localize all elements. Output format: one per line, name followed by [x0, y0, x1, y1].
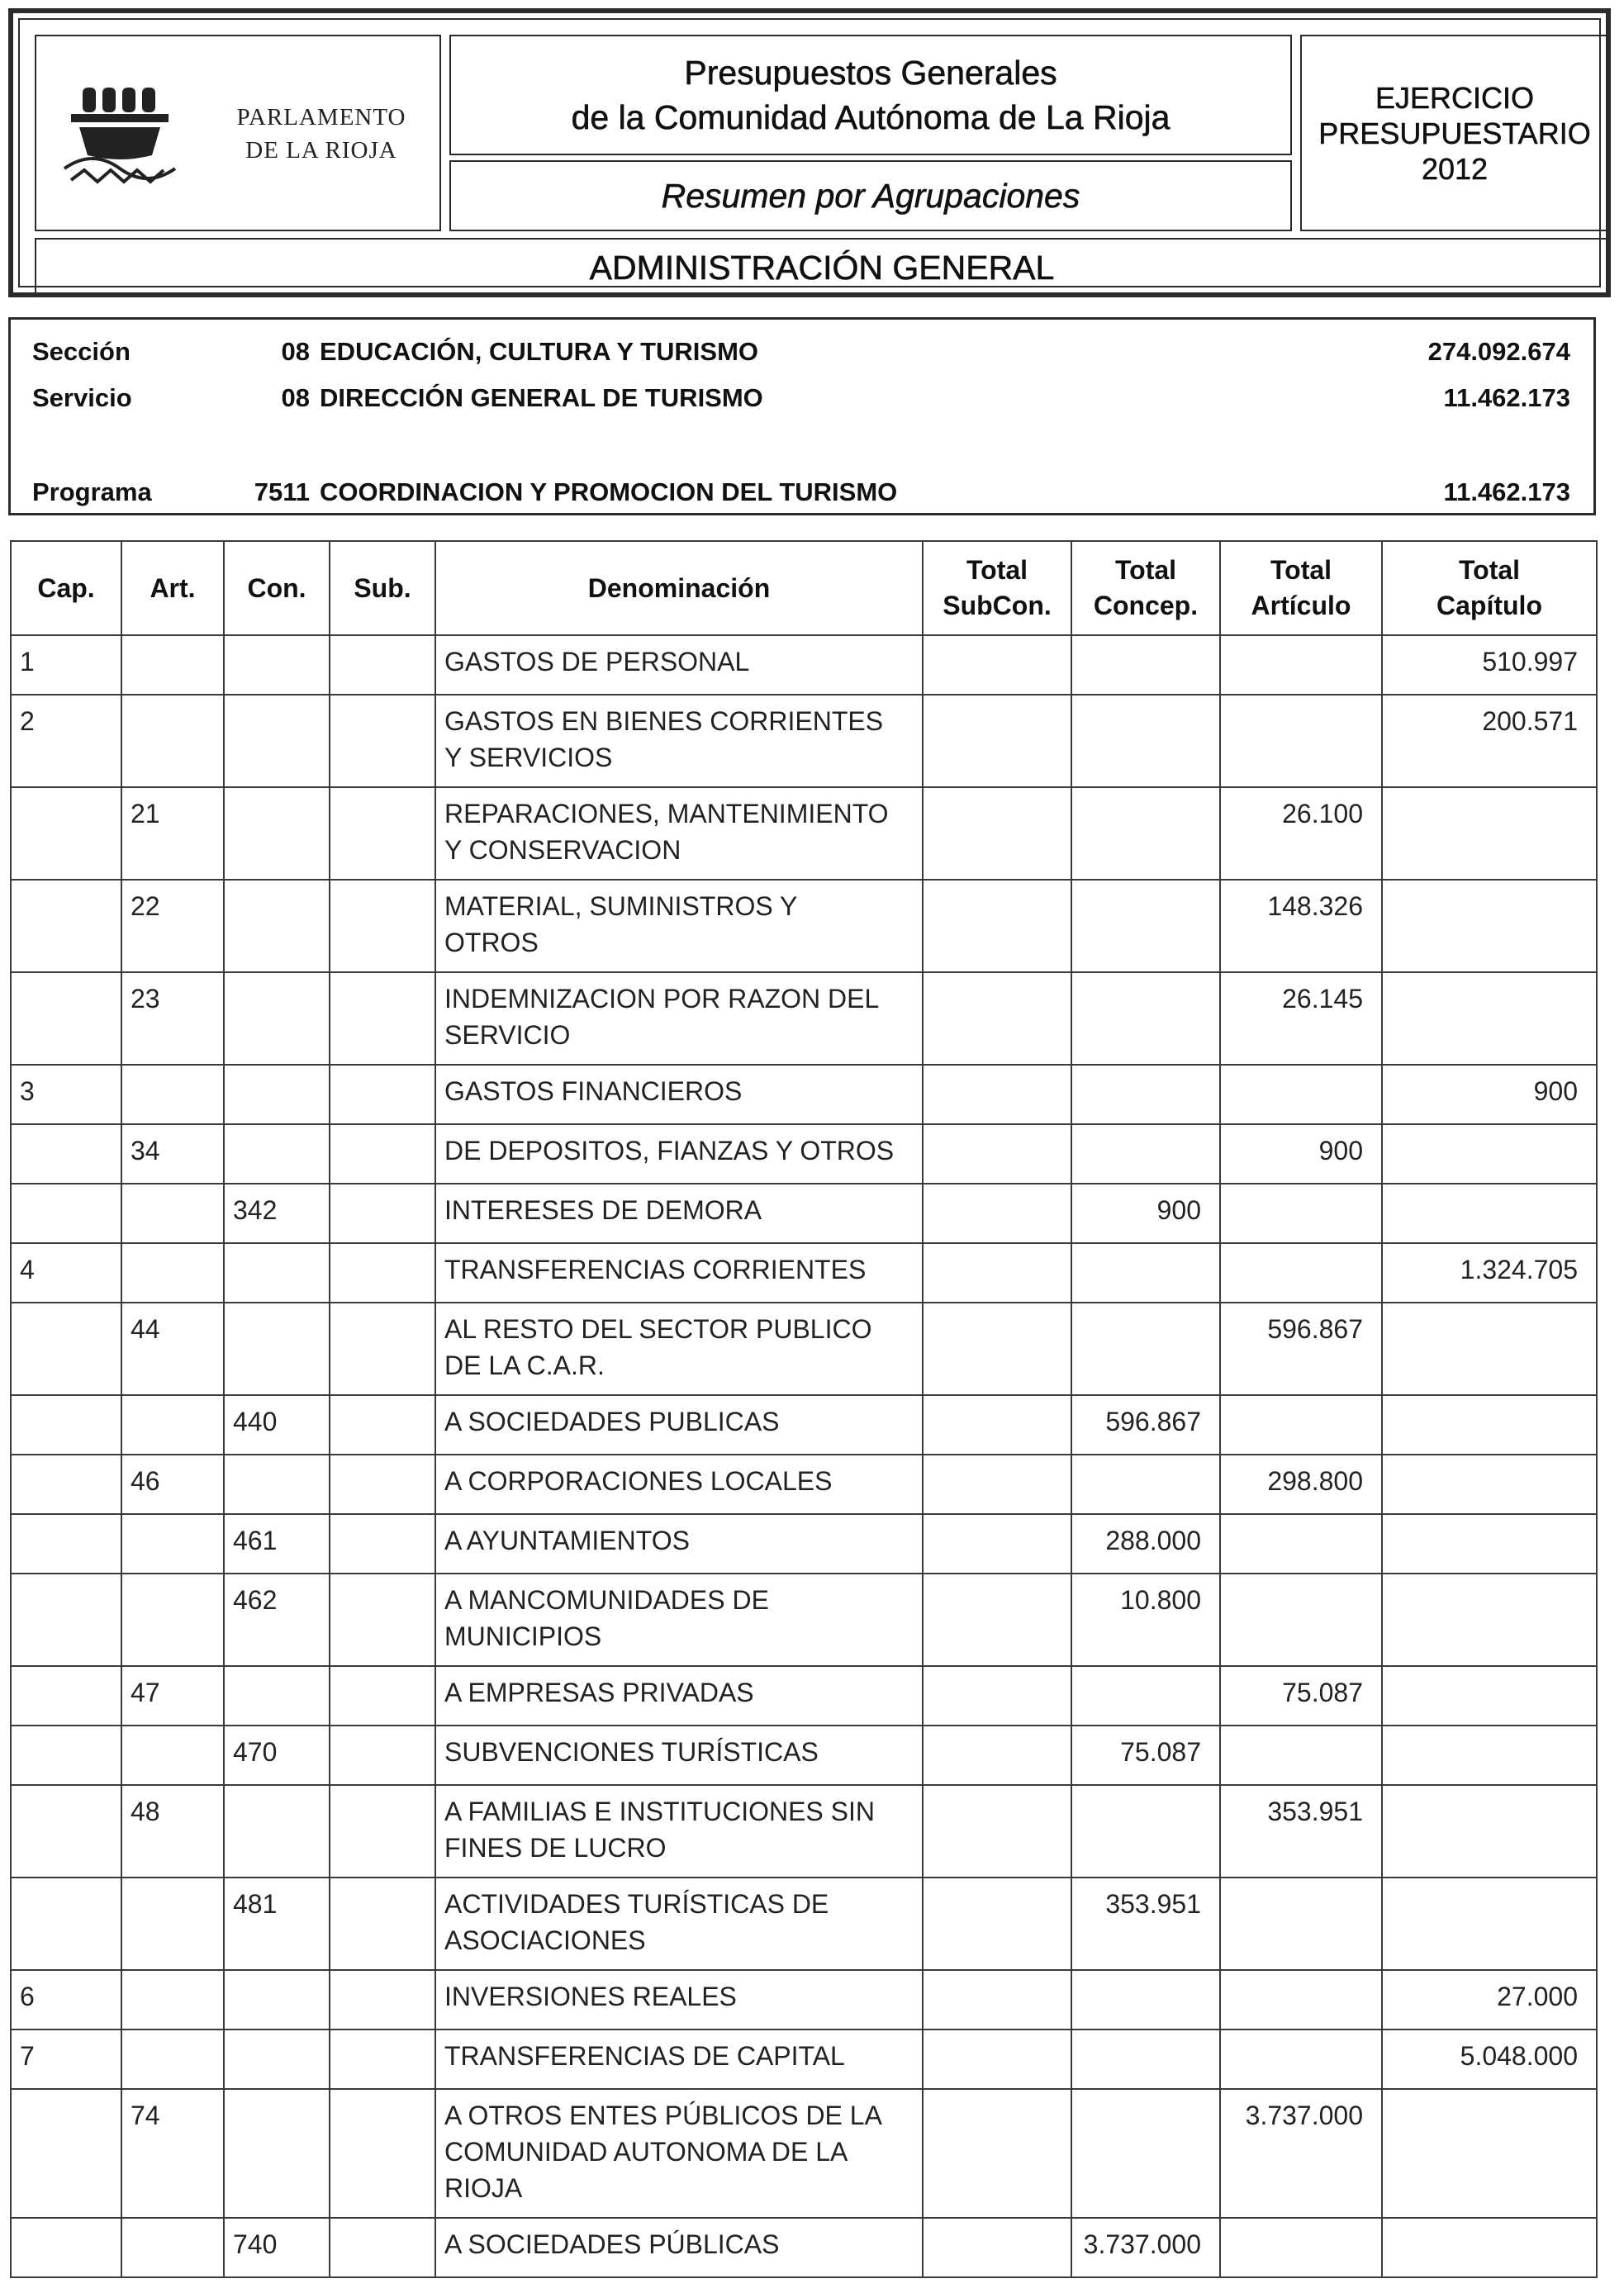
cell-total-articulo [1220, 1243, 1382, 1303]
cell-total-articulo: 148.326 [1220, 880, 1382, 972]
cell-total-concep [1071, 1065, 1220, 1124]
section-info-box [8, 317, 1596, 515]
table-row [11, 880, 1597, 972]
cell-total-subcon [923, 1184, 1071, 1243]
servicio-code: 08 [281, 383, 310, 412]
subtitle-panel [449, 160, 1292, 231]
cell-total-subcon [923, 1124, 1071, 1184]
cell-total-capitulo [1382, 972, 1597, 1065]
cell-total-articulo: 298.800 [1220, 1455, 1382, 1514]
cell-cap [11, 880, 121, 972]
denominacion-line: Y SERVICIOS [444, 743, 613, 772]
cell-con [224, 1455, 330, 1514]
table-row [11, 2218, 1597, 2277]
programa-description: COORDINACION Y PROMOCION DEL TURISMO [320, 477, 898, 506]
cell-total-capitulo: 1.324.705 [1382, 1243, 1597, 1303]
cell-total-concep: 75.087 [1071, 1726, 1220, 1785]
cell-total-concep [1071, 1243, 1220, 1303]
cell-total-capitulo [1382, 880, 1597, 972]
cell-denominacion: TRANSFERENCIAS DE CAPITAL [435, 2030, 923, 2089]
table-row [11, 1666, 1597, 1726]
cell-sub [330, 1124, 435, 1184]
cell-total-subcon [923, 1065, 1071, 1124]
table-row [11, 1455, 1597, 1514]
cell-cap [11, 1303, 121, 1395]
cell-total-concep [1071, 2030, 1220, 2089]
cell-art [121, 1574, 224, 1666]
cell-cap [11, 1726, 121, 1785]
denominacion-line: INDEMNIZACION POR RAZON DEL [444, 984, 880, 1014]
col-header-denominacion: Denominación [435, 541, 923, 635]
cell-cap: 1 [11, 635, 121, 695]
cell-total-subcon [923, 880, 1071, 972]
cell-cap [11, 2089, 121, 2218]
cell-cap: 4 [11, 1243, 121, 1303]
programa-amount: 11.462.173 [1443, 477, 1570, 506]
cell-sub [330, 1395, 435, 1455]
cell-con [224, 1970, 330, 2030]
cell-total-concep [1071, 1785, 1220, 1878]
header-line: Total [1458, 555, 1521, 585]
cell-sub [330, 1065, 435, 1124]
cell-total-concep: 353.951 [1071, 1878, 1220, 1970]
cell-total-articulo: 3.737.000 [1220, 2089, 1382, 2218]
table-row [11, 695, 1597, 787]
table-row [11, 787, 1597, 880]
cell-con [224, 1065, 330, 1124]
cell-sub [330, 2030, 435, 2089]
cell-total-articulo [1220, 1574, 1382, 1666]
cell-cap: 3 [11, 1065, 121, 1124]
programa-label: Programa [32, 477, 152, 506]
col-header-total-concep [1071, 541, 1220, 635]
cell-total-articulo [1220, 1514, 1382, 1574]
cell-total-concep: 596.867 [1071, 1395, 1220, 1455]
cell-art [121, 2030, 224, 2089]
cell-total-articulo [1220, 2030, 1382, 2089]
title-line-1: Presupuestos Generales [684, 54, 1057, 92]
cell-con: 440 [224, 1395, 330, 1455]
cell-total-articulo: 26.145 [1220, 972, 1382, 1065]
cell-total-concep [1071, 972, 1220, 1065]
cell-art [121, 1065, 224, 1124]
table-row [11, 972, 1597, 1065]
table-header-row [11, 541, 1597, 635]
administration-title: ADMINISTRACIÓN GENERAL [589, 248, 1055, 287]
cell-cap [11, 1455, 121, 1514]
cell-total-subcon [923, 2030, 1071, 2089]
cell-denominacion [435, 972, 923, 1065]
cell-total-articulo [1220, 1184, 1382, 1243]
cell-total-capitulo [1382, 1785, 1597, 1878]
cell-art: 74 [121, 2089, 224, 2218]
cell-denominacion [435, 1574, 923, 1666]
denominacion-line: ASOCIACIONES [444, 1925, 646, 1955]
cell-total-subcon [923, 1666, 1071, 1726]
cell-con [224, 1243, 330, 1303]
cell-total-capitulo [1382, 1726, 1597, 1785]
cell-sub [330, 1970, 435, 2030]
cell-art: 34 [121, 1124, 224, 1184]
cell-total-subcon [923, 1726, 1071, 1785]
cell-denominacion [435, 787, 923, 880]
cell-total-subcon [923, 1243, 1071, 1303]
cell-total-capitulo: 510.997 [1382, 635, 1597, 695]
cell-cap: 7 [11, 2030, 121, 2089]
denominacion-line: Y CONSERVACION [444, 835, 681, 865]
cell-denominacion: SUBVENCIONES TURÍSTICAS [435, 1726, 923, 1785]
denominacion-line: SERVICIO [444, 1020, 571, 1050]
cell-art [121, 635, 224, 695]
header-line: Concep. [1093, 591, 1199, 620]
cell-cap: 6 [11, 1970, 121, 2030]
denominacion-line: A OTROS ENTES PÚBLICOS DE LA [444, 2101, 882, 2130]
cell-con [224, 695, 330, 787]
cell-sub [330, 695, 435, 787]
cell-total-subcon [923, 1785, 1071, 1878]
cell-total-articulo [1220, 1970, 1382, 2030]
cell-total-subcon [923, 1970, 1071, 2030]
cell-con: 342 [224, 1184, 330, 1243]
cell-con: 470 [224, 1726, 330, 1785]
cell-sub [330, 1878, 435, 1970]
cell-sub [330, 635, 435, 695]
cell-cap [11, 2218, 121, 2277]
cell-cap [11, 1666, 121, 1726]
table-row [11, 1065, 1597, 1124]
cell-sub [330, 1184, 435, 1243]
cell-total-subcon [923, 635, 1071, 695]
table-row [11, 1574, 1597, 1666]
logo-line-1: PARLAMENTO [236, 104, 406, 131]
cell-sub [330, 1726, 435, 1785]
col-header-total-subcon [923, 541, 1071, 635]
programa-row [11, 472, 1593, 513]
denominacion-line: COMUNIDAD AUTONOMA DE LA [444, 2137, 848, 2167]
cell-con [224, 787, 330, 880]
cell-art: 23 [121, 972, 224, 1065]
cell-total-capitulo [1382, 1455, 1597, 1514]
cell-total-capitulo: 5.048.000 [1382, 2030, 1597, 2089]
cell-con: 461 [224, 1514, 330, 1574]
cell-total-capitulo [1382, 787, 1597, 880]
cell-total-subcon [923, 1455, 1071, 1514]
cell-total-concep: 10.800 [1071, 1574, 1220, 1666]
cell-sub [330, 1514, 435, 1574]
cell-denominacion: A SOCIEDADES PÚBLICAS [435, 2218, 923, 2277]
table-row [11, 1514, 1597, 1574]
cell-denominacion: INTERESES DE DEMORA [435, 1184, 923, 1243]
cell-sub [330, 2089, 435, 2218]
cell-total-articulo [1220, 2218, 1382, 2277]
cell-total-articulo: 75.087 [1220, 1666, 1382, 1726]
cell-con [224, 972, 330, 1065]
cell-con [224, 1666, 330, 1726]
cell-total-capitulo [1382, 1303, 1597, 1395]
cell-total-subcon [923, 787, 1071, 880]
cell-total-subcon [923, 1574, 1071, 1666]
cell-denominacion [435, 880, 923, 972]
denominacion-line: MATERIAL, SUMINISTROS Y [444, 891, 798, 921]
cell-art [121, 1970, 224, 2030]
seccion-label: Sección [32, 337, 131, 366]
cell-total-articulo: 596.867 [1220, 1303, 1382, 1395]
seccion-amount: 274.092.674 [1427, 337, 1570, 366]
cell-art [121, 1726, 224, 1785]
table-row [11, 1124, 1597, 1184]
parliament-emblem-icon [59, 79, 200, 203]
table-row [11, 635, 1597, 695]
col-header-total-capitulo [1382, 541, 1597, 635]
col-header-cap: Cap. [11, 541, 121, 635]
table-row [11, 1184, 1597, 1243]
year-line-1: EJERCICIO [1375, 80, 1535, 115]
cell-cap [11, 787, 121, 880]
cell-art [121, 2218, 224, 2277]
cell-sub [330, 1303, 435, 1395]
cell-sub [330, 1455, 435, 1514]
cell-art: 21 [121, 787, 224, 880]
seccion-description: EDUCACIÓN, CULTURA Y TURISMO [320, 337, 759, 366]
cell-total-articulo: 353.951 [1220, 1785, 1382, 1878]
table-row [11, 1395, 1597, 1455]
cell-sub [330, 1785, 435, 1878]
cell-con: 740 [224, 2218, 330, 2277]
logo-panel [35, 35, 441, 231]
cell-sub [330, 2218, 435, 2277]
cell-cap: 2 [11, 695, 121, 787]
cell-art: 22 [121, 880, 224, 972]
cell-total-articulo [1220, 695, 1382, 787]
denominacion-line: GASTOS EN BIENES CORRIENTES [444, 706, 884, 736]
cell-art: 46 [121, 1455, 224, 1514]
cell-art: 47 [121, 1666, 224, 1726]
cell-total-capitulo: 27.000 [1382, 1970, 1597, 2030]
servicio-row [11, 377, 1593, 419]
table-row [11, 1726, 1597, 1785]
cell-denominacion: INVERSIONES REALES [435, 1970, 923, 2030]
cell-denominacion: GASTOS DE PERSONAL [435, 635, 923, 695]
cell-total-articulo [1220, 1395, 1382, 1455]
table-row [11, 1785, 1597, 1878]
report-subtitle: Resumen por Agrupaciones [661, 176, 1080, 215]
cell-denominacion: GASTOS FINANCIEROS [435, 1065, 923, 1124]
cell-total-concep [1071, 787, 1220, 880]
col-header-total-articulo [1220, 541, 1382, 635]
denominacion-line: OTROS [444, 928, 539, 957]
cell-denominacion: A CORPORACIONES LOCALES [435, 1455, 923, 1514]
header-line: Total [1270, 555, 1332, 585]
fiscal-year: 2012 [1421, 151, 1489, 186]
cell-total-articulo: 26.100 [1220, 787, 1382, 880]
cell-total-articulo [1220, 1065, 1382, 1124]
cell-total-subcon [923, 1395, 1071, 1455]
cell-total-capitulo [1382, 1514, 1597, 1574]
cell-sub [330, 1574, 435, 1666]
cell-total-concep [1071, 1970, 1220, 2030]
cell-con [224, 1124, 330, 1184]
cell-total-subcon [923, 972, 1071, 1065]
cell-total-capitulo: 900 [1382, 1065, 1597, 1124]
cell-total-subcon [923, 1878, 1071, 1970]
denominacion-line: RIOJA [444, 2173, 523, 2203]
cell-total-concep [1071, 1455, 1220, 1514]
cell-con [224, 1303, 330, 1395]
cell-denominacion [435, 695, 923, 787]
cell-denominacion [435, 1785, 923, 1878]
logo-line-2: DE LA RIOJA [245, 137, 397, 164]
seccion-row [11, 331, 1593, 373]
table-row [11, 2089, 1597, 2218]
table-row [11, 1303, 1597, 1395]
header-line: SubCon. [943, 591, 1052, 620]
cell-total-capitulo: 200.571 [1382, 695, 1597, 787]
cell-art [121, 1184, 224, 1243]
denominacion-line: REPARACIONES, MANTENIMIENTO [444, 799, 889, 828]
budget-table [10, 540, 1598, 2278]
cell-denominacion: A SOCIEDADES PUBLICAS [435, 1395, 923, 1455]
title-line-2: de la Comunidad Autónoma de La Rioja [571, 98, 1171, 136]
table-row [11, 1243, 1597, 1303]
cell-total-capitulo [1382, 1666, 1597, 1726]
denominacion-line: DE LA C.A.R. [444, 1351, 605, 1380]
cell-total-articulo: 900 [1220, 1124, 1382, 1184]
cell-con: 481 [224, 1878, 330, 1970]
cell-total-capitulo [1382, 2218, 1597, 2277]
header-line: Total [966, 555, 1028, 585]
cell-total-concep [1071, 1666, 1220, 1726]
cell-denominacion: A EMPRESAS PRIVADAS [435, 1666, 923, 1726]
table-row [11, 1970, 1597, 2030]
cell-art [121, 1395, 224, 1455]
cell-art: 48 [121, 1785, 224, 1878]
cell-art [121, 1243, 224, 1303]
cell-total-capitulo [1382, 1574, 1597, 1666]
header-line: Capítulo [1436, 591, 1542, 620]
cell-total-concep: 3.737.000 [1071, 2218, 1220, 2277]
title-panel [449, 35, 1292, 155]
cell-con [224, 635, 330, 695]
cell-total-concep [1071, 695, 1220, 787]
cell-total-capitulo [1382, 1124, 1597, 1184]
cell-denominacion: DE DEPOSITOS, FIANZAS Y OTROS [435, 1124, 923, 1184]
denominacion-line: FINES DE LUCRO [444, 1833, 667, 1863]
cell-cap [11, 1395, 121, 1455]
cell-art [121, 1514, 224, 1574]
table-row [11, 1878, 1597, 1970]
cell-cap [11, 1574, 121, 1666]
document-header [8, 8, 1611, 297]
cell-sub [330, 972, 435, 1065]
cell-cap [11, 1124, 121, 1184]
header-line: Artículo [1251, 591, 1351, 620]
cell-cap [11, 1878, 121, 1970]
fiscal-year-panel [1300, 35, 1609, 231]
cell-denominacion [435, 1303, 923, 1395]
denominacion-line: ACTIVIDADES TURÍSTICAS DE [444, 1889, 829, 1919]
cell-sub [330, 1666, 435, 1726]
cell-con [224, 1785, 330, 1878]
cell-total-subcon [923, 1514, 1071, 1574]
denominacion-line: AL RESTO DEL SECTOR PUBLICO [444, 1314, 872, 1344]
col-header-sub: Sub. [330, 541, 435, 635]
cell-total-capitulo [1382, 2089, 1597, 2218]
cell-total-capitulo [1382, 1395, 1597, 1455]
servicio-label: Servicio [32, 383, 132, 412]
cell-total-concep [1071, 1303, 1220, 1395]
col-header-con: Con. [224, 541, 330, 635]
cell-total-concep [1071, 2089, 1220, 2218]
cell-denominacion: A AYUNTAMIENTOS [435, 1514, 923, 1574]
cell-art: 44 [121, 1303, 224, 1395]
cell-art [121, 695, 224, 787]
col-header-art: Art. [121, 541, 224, 635]
cell-sub [330, 787, 435, 880]
cell-denominacion: TRANSFERENCIAS CORRIENTES [435, 1243, 923, 1303]
cell-total-subcon [923, 2089, 1071, 2218]
cell-total-capitulo [1382, 1878, 1597, 1970]
header-inner-frame [18, 18, 1601, 287]
cell-total-articulo [1220, 1878, 1382, 1970]
cell-total-concep: 288.000 [1071, 1514, 1220, 1574]
cell-total-concep: 900 [1071, 1184, 1220, 1243]
cell-cap [11, 1785, 121, 1878]
cell-con [224, 880, 330, 972]
denominacion-line: A FAMILIAS E INSTITUCIONES SIN [444, 1797, 875, 1826]
denominacion-line: MUNICIPIOS [444, 1621, 602, 1651]
cell-sub [330, 880, 435, 972]
programa-code: 7511 [254, 477, 310, 506]
cell-total-subcon [923, 695, 1071, 787]
cell-total-concep [1071, 635, 1220, 695]
cell-con [224, 2089, 330, 2218]
seccion-code: 08 [281, 337, 310, 366]
servicio-description: DIRECCIÓN GENERAL DE TURISMO [320, 383, 763, 412]
cell-art [121, 1878, 224, 1970]
year-line-2: PRESUPUESTARIO [1318, 116, 1591, 150]
cell-total-articulo [1220, 635, 1382, 695]
cell-total-concep [1071, 1124, 1220, 1184]
cell-sub [330, 1243, 435, 1303]
denominacion-line: A MANCOMUNIDADES DE [444, 1585, 769, 1615]
cell-total-subcon [923, 2218, 1071, 2277]
cell-denominacion [435, 2089, 923, 2218]
cell-total-concep [1071, 880, 1220, 972]
cell-total-subcon [923, 1303, 1071, 1395]
cell-cap [11, 972, 121, 1065]
cell-con [224, 2030, 330, 2089]
cell-con: 462 [224, 1574, 330, 1666]
cell-cap [11, 1514, 121, 1574]
servicio-amount: 11.462.173 [1443, 383, 1570, 412]
cell-total-capitulo [1382, 1184, 1597, 1243]
parliament-name [210, 101, 433, 167]
table-row [11, 2030, 1597, 2089]
cell-cap [11, 1184, 121, 1243]
header-line: Total [1114, 555, 1177, 585]
cell-denominacion [435, 1878, 923, 1970]
cell-total-articulo [1220, 1726, 1382, 1785]
administration-band [35, 238, 1609, 297]
